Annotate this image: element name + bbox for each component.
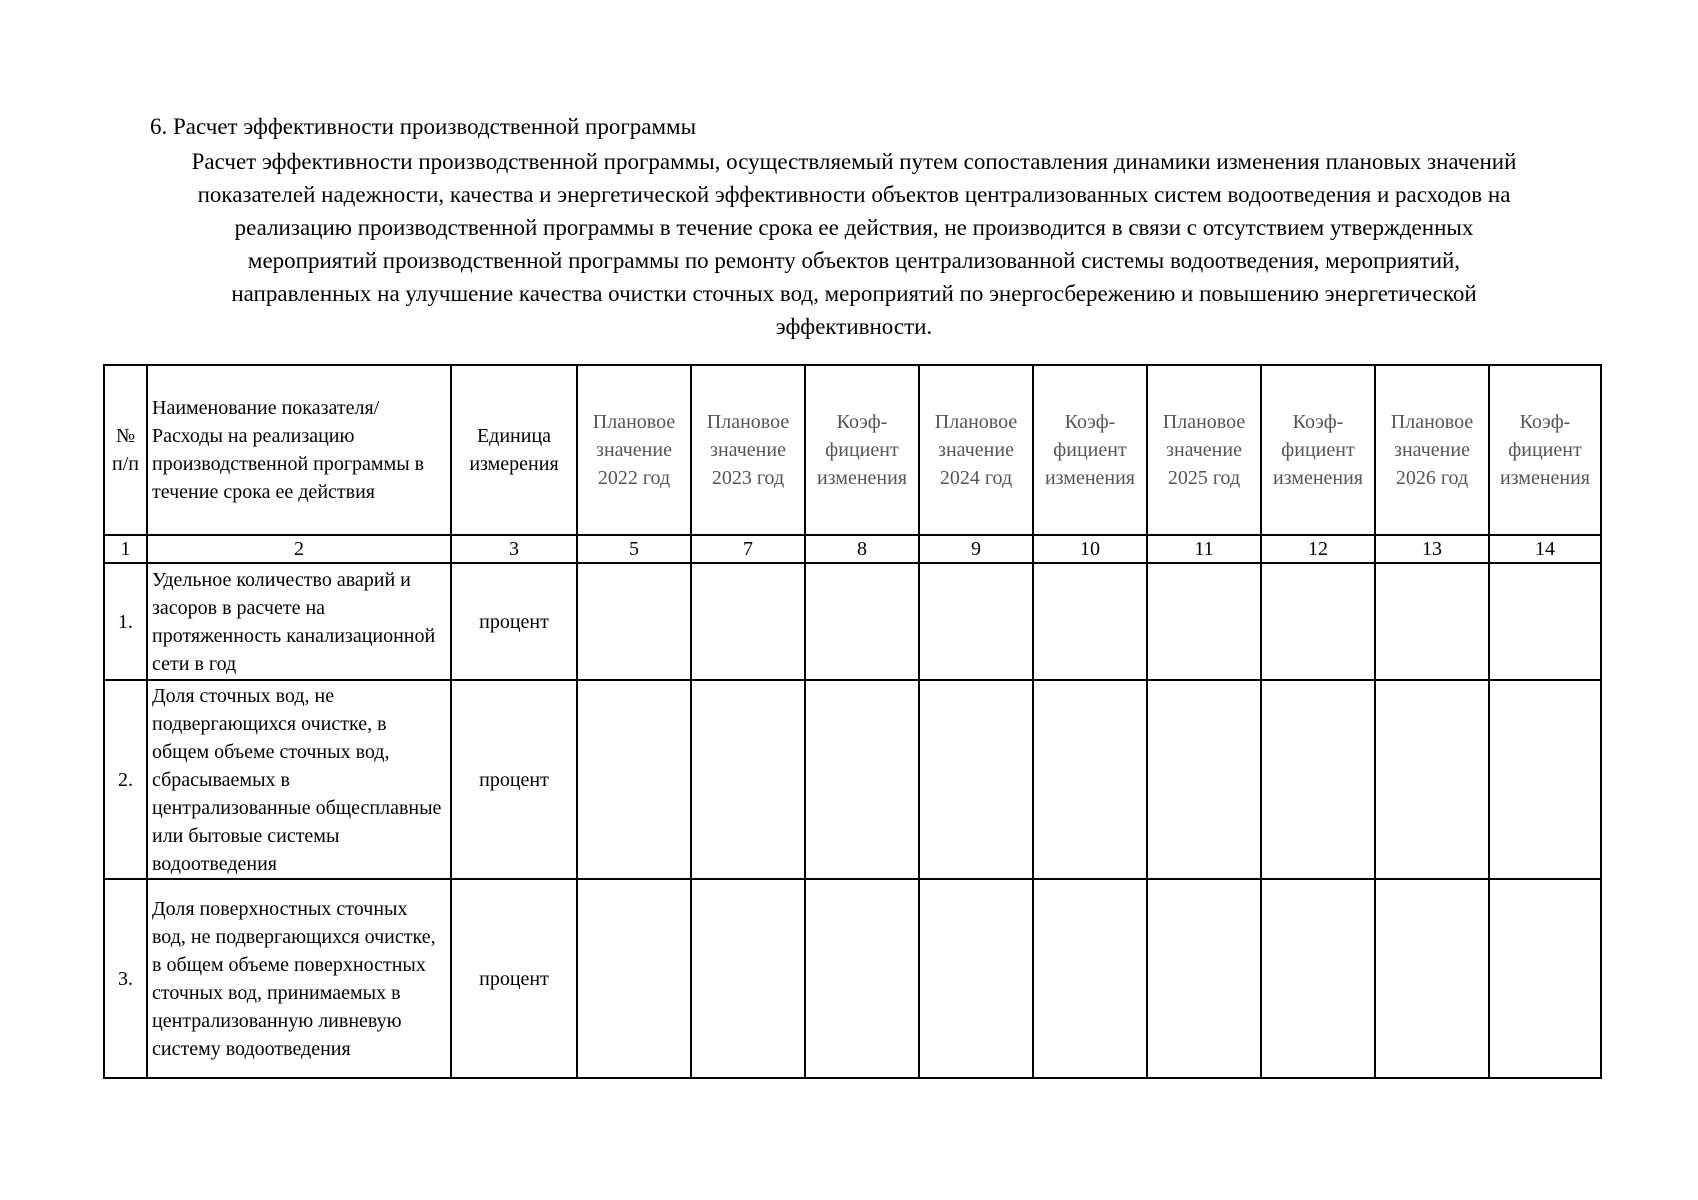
header-cell-name: Наименование показателя/Расходы на реализацию производственной программы в течение срока ее действия xyxy=(147,365,451,535)
empty-value-cell xyxy=(805,879,919,1078)
empty-value-cell xyxy=(919,563,1033,680)
intro-line: направленных на улучшение качества очистки сточных вод, мероприятий по энергосбережению и повышению энергетической xyxy=(231,281,1477,306)
column-number-cell: 11 xyxy=(1147,535,1261,563)
intro-line: реализацию производственной программы в течение срока ее действия, не производится в связи с отсутствием утвержденных xyxy=(234,215,1474,240)
header-cell-plan-2026: Плановое значение 2026 год xyxy=(1375,365,1489,535)
intro-line: Расчет эффективности производственной программы, осуществляемый путем сопоставления динамики изменения плановых значений xyxy=(191,149,1517,174)
column-number-cell: 12 xyxy=(1261,535,1375,563)
empty-value-cell xyxy=(1147,680,1261,879)
row-name-cell: Доля поверхностных сточных вод, не подвергающихся очистке, в общем объеме поверхностных сточных вод, принимаемых в централизованную ливневую систему водоотведения xyxy=(147,879,451,1078)
empty-value-cell xyxy=(1375,563,1489,680)
empty-value-cell xyxy=(1489,879,1601,1078)
empty-value-cell xyxy=(691,879,805,1078)
header-cell-plan-2023: Плановое значение 2023 год xyxy=(691,365,805,535)
empty-value-cell xyxy=(1147,879,1261,1078)
empty-value-cell xyxy=(1261,879,1375,1078)
column-number-cell: 2 xyxy=(147,535,451,563)
header-cell-plan-2024: Плановое значение 2024 год xyxy=(919,365,1033,535)
empty-value-cell xyxy=(1033,680,1147,879)
column-number-cell: 10 xyxy=(1033,535,1147,563)
empty-value-cell xyxy=(1147,563,1261,680)
table-row xyxy=(104,680,1601,879)
empty-value-cell xyxy=(1489,563,1601,680)
header-cell-plan-2025: Плановое значение 2025 год xyxy=(1147,365,1261,535)
column-number-cell: 9 xyxy=(919,535,1033,563)
empty-value-cell xyxy=(919,879,1033,1078)
table-header-row xyxy=(104,365,1601,535)
empty-value-cell xyxy=(577,680,691,879)
column-number-cell: 7 xyxy=(691,535,805,563)
header-cell-coef: Коэф-фициент изменения xyxy=(805,365,919,535)
empty-value-cell xyxy=(1033,879,1147,1078)
header-cell-number: № п/п xyxy=(104,365,147,535)
empty-value-cell xyxy=(1489,680,1601,879)
row-number-cell: 1. xyxy=(104,563,147,680)
header-cell-coef: Коэф-фициент изменения xyxy=(1033,365,1147,535)
empty-value-cell xyxy=(1033,563,1147,680)
row-name-cell: Доля сточных вод, не подвергающихся очистке, в общем объеме сточных вод, сбрасываемых в централизованные общесплавные или бытовые системы водоотведения xyxy=(147,680,451,879)
row-number-cell: 2. xyxy=(104,680,147,879)
column-number-cell: 3 xyxy=(451,535,577,563)
row-number-cell: 3. xyxy=(104,879,147,1078)
empty-value-cell xyxy=(1261,680,1375,879)
row-unit-cell: процент xyxy=(451,879,577,1078)
row-name-cell: Удельное количество аварий и засоров в расчете на протяженность канализационной сети в год xyxy=(147,563,451,680)
column-number-cell: 8 xyxy=(805,535,919,563)
row-unit-cell: процент xyxy=(451,563,577,680)
table-row xyxy=(104,563,1601,680)
empty-value-cell xyxy=(691,563,805,680)
row-unit-cell: процент xyxy=(451,680,577,879)
intro-line: эффективности. xyxy=(775,314,933,339)
header-cell-unit: Единица измерения xyxy=(451,365,577,535)
column-number-cell: 1 xyxy=(104,535,147,563)
section-heading: 6. Расчет эффективности производственной программы xyxy=(150,114,697,139)
empty-value-cell xyxy=(1375,879,1489,1078)
empty-value-cell xyxy=(1261,563,1375,680)
empty-value-cell xyxy=(919,680,1033,879)
intro-paragraph xyxy=(104,145,1604,343)
empty-value-cell xyxy=(577,879,691,1078)
header-cell-plan-2022: Плановое значение 2022 год xyxy=(577,365,691,535)
empty-value-cell xyxy=(1375,680,1489,879)
header-cell-coef: Коэф-фициент изменения xyxy=(1489,365,1601,535)
empty-value-cell xyxy=(805,680,919,879)
intro-line: мероприятий производственной программы по ремонту объектов централизованной системы водоотведения, мероприятий, xyxy=(247,248,1461,273)
empty-value-cell xyxy=(805,563,919,680)
column-number-row xyxy=(104,535,1601,563)
column-number-cell: 13 xyxy=(1375,535,1489,563)
intro-line: показателей надежности, качества и энергетической эффективности объектов централизованных систем водоотведения и расходов на xyxy=(197,182,1511,207)
header-cell-coef: Коэф-фициент изменения xyxy=(1261,365,1375,535)
empty-value-cell xyxy=(577,563,691,680)
column-number-cell: 5 xyxy=(577,535,691,563)
efficiency-table xyxy=(103,364,1602,1079)
empty-value-cell xyxy=(691,680,805,879)
table-row xyxy=(104,879,1601,1078)
column-number-cell: 14 xyxy=(1489,535,1601,563)
